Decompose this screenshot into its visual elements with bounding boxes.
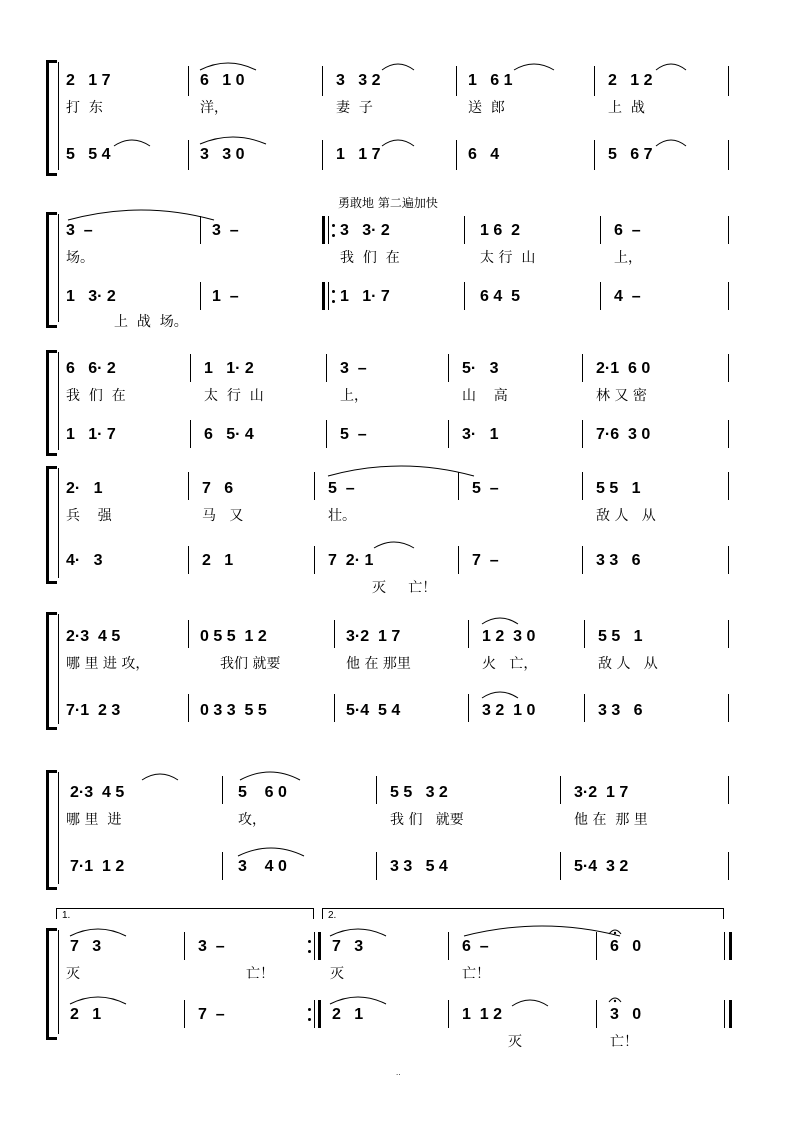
lyric: 山 高 bbox=[462, 388, 508, 404]
barline bbox=[188, 140, 189, 170]
barline bbox=[376, 776, 377, 804]
measure-notes: 5 5 1 bbox=[598, 628, 643, 645]
slur bbox=[510, 996, 550, 1008]
measure-notes: 1 – bbox=[212, 288, 239, 305]
lyric: 送 郎 bbox=[468, 100, 505, 116]
slur bbox=[512, 60, 556, 72]
measure-notes: 6 4 5 bbox=[480, 288, 521, 305]
barline bbox=[728, 694, 729, 722]
system-line bbox=[58, 468, 59, 578]
system-line bbox=[58, 214, 59, 322]
tempo-mark: 勇敢地 第二遍加快 bbox=[338, 196, 438, 210]
system-line bbox=[58, 62, 59, 170]
slur bbox=[68, 926, 128, 938]
volta-2-label: 2. bbox=[328, 910, 337, 921]
measure-notes: 2 1 bbox=[70, 1006, 102, 1023]
barline bbox=[188, 620, 189, 648]
volta-1-bracket bbox=[56, 908, 314, 919]
barline bbox=[188, 66, 189, 96]
barline bbox=[728, 852, 729, 880]
volta-2-bracket bbox=[322, 908, 724, 919]
measure-notes: 3 3 5 4 bbox=[390, 858, 448, 875]
barline bbox=[184, 1000, 185, 1028]
final-barline bbox=[724, 932, 725, 960]
lyric: 灭 亡！ bbox=[372, 580, 437, 596]
measure-notes: 1 1· 7 bbox=[66, 426, 116, 443]
barline bbox=[448, 1000, 449, 1028]
slur bbox=[238, 768, 302, 782]
measure-notes: 2·3 4 5 bbox=[66, 628, 121, 645]
slur bbox=[380, 136, 416, 148]
measure-notes: 5 – bbox=[340, 426, 367, 443]
lyric: 火 亡， bbox=[482, 656, 538, 672]
lyric: 敌 人 从 bbox=[598, 656, 658, 672]
lyric: 我们 就要 bbox=[220, 656, 281, 672]
barline bbox=[582, 472, 583, 500]
barline bbox=[326, 420, 327, 448]
system-brace bbox=[46, 928, 57, 1040]
measure-notes: 1 1· 2 bbox=[204, 360, 254, 377]
measure-notes: 1 2 3 0 bbox=[482, 628, 536, 645]
repeat-dot bbox=[308, 950, 311, 953]
measure-notes: 2·1 6 0 bbox=[596, 360, 651, 377]
measure-notes: 6 – bbox=[614, 222, 641, 239]
measure-notes: 5 6 0 bbox=[238, 784, 287, 801]
barline bbox=[594, 66, 595, 96]
system-brace bbox=[46, 770, 57, 890]
slur bbox=[236, 844, 306, 858]
measure-notes: 6 5· 4 bbox=[204, 426, 254, 443]
measure-notes: 2 1 bbox=[332, 1006, 364, 1023]
measure-notes: 3 3 0 bbox=[200, 146, 245, 163]
lyric: 亡！ bbox=[462, 966, 490, 982]
repeat-dot bbox=[332, 290, 335, 293]
slur bbox=[480, 688, 520, 700]
system-brace bbox=[46, 350, 57, 456]
slur bbox=[112, 136, 152, 148]
barline bbox=[728, 472, 729, 500]
measure-notes: 3 2 1 0 bbox=[482, 702, 536, 719]
slur bbox=[654, 60, 688, 72]
barline bbox=[464, 282, 465, 310]
measure-notes: 6 0 bbox=[610, 938, 642, 955]
barline bbox=[728, 546, 729, 574]
barline bbox=[728, 282, 729, 310]
measure-notes: 3· 1 bbox=[462, 426, 499, 443]
lyric: 哪 里 进 bbox=[66, 812, 122, 828]
slur bbox=[372, 538, 416, 550]
measure-notes: 6 6· 2 bbox=[66, 360, 116, 377]
barline bbox=[600, 216, 601, 244]
barline bbox=[200, 282, 201, 310]
barline bbox=[334, 620, 335, 648]
barline bbox=[728, 66, 729, 96]
slur bbox=[380, 60, 416, 72]
barline bbox=[468, 694, 469, 722]
repeat-start bbox=[328, 216, 329, 244]
measure-notes: 7 3 bbox=[332, 938, 364, 955]
barline bbox=[322, 66, 323, 96]
barline bbox=[456, 66, 457, 96]
measure-notes: 5·4 5 4 bbox=[346, 702, 401, 719]
lyric: 妻 子 bbox=[336, 100, 373, 116]
system-brace bbox=[46, 612, 57, 730]
lyric: 上， bbox=[340, 388, 368, 404]
barline bbox=[584, 620, 585, 648]
barline bbox=[728, 420, 729, 448]
tie bbox=[462, 922, 622, 938]
repeat-dot bbox=[308, 1018, 311, 1021]
measure-notes: 7·6 3 0 bbox=[596, 426, 651, 443]
repeat-start bbox=[322, 282, 325, 310]
barline bbox=[728, 620, 729, 648]
repeat-dot bbox=[332, 300, 335, 303]
lyric: 亡！ bbox=[610, 1034, 638, 1050]
lyric: 太 行 山 bbox=[204, 388, 264, 404]
slur bbox=[140, 770, 180, 782]
barline bbox=[322, 140, 323, 170]
barline bbox=[464, 216, 465, 244]
lyric: 亡！ bbox=[246, 966, 274, 982]
tie bbox=[66, 206, 216, 222]
barline bbox=[184, 932, 185, 960]
measure-notes: 5 5 1 bbox=[596, 480, 641, 497]
lyric: 林 又 密 bbox=[596, 388, 647, 404]
lyric: 壮。 bbox=[328, 508, 356, 524]
barline bbox=[314, 546, 315, 574]
lyric: 场。 bbox=[66, 250, 94, 266]
measure-notes: 3 3 6 bbox=[596, 552, 641, 569]
repeat-dot bbox=[332, 234, 335, 237]
measure-notes: 5 5 3 2 bbox=[390, 784, 448, 801]
final-barline bbox=[729, 1000, 732, 1028]
measure-notes: 2 1 bbox=[202, 552, 234, 569]
measure-notes: 0 3 3 5 5 bbox=[200, 702, 267, 719]
final-barline bbox=[729, 932, 732, 960]
lyric: 马 又 bbox=[202, 508, 244, 524]
repeat-dot bbox=[332, 224, 335, 227]
barline bbox=[584, 694, 585, 722]
measure-notes: 6 1 0 bbox=[200, 72, 245, 89]
measure-notes: 3 4 0 bbox=[238, 858, 287, 875]
slur bbox=[654, 136, 688, 148]
slur bbox=[198, 134, 268, 146]
repeat-end bbox=[314, 1000, 315, 1028]
lyric: 上， bbox=[614, 250, 642, 266]
barline bbox=[560, 776, 561, 804]
barline bbox=[326, 354, 327, 382]
barline bbox=[582, 354, 583, 382]
measure-notes: 7 2· 1 bbox=[328, 552, 374, 569]
barline bbox=[188, 546, 189, 574]
measure-notes: 7 – bbox=[472, 552, 499, 569]
slur bbox=[328, 994, 388, 1006]
measure-notes: 1 1· 7 bbox=[340, 288, 390, 305]
lyric: 他 在 那里 bbox=[346, 656, 411, 672]
barline bbox=[600, 282, 601, 310]
system-line bbox=[58, 772, 59, 884]
measure-notes: 3·2 1 7 bbox=[574, 784, 629, 801]
lyric: 太 行 山 bbox=[480, 250, 536, 266]
slur bbox=[198, 60, 258, 72]
measure-notes: 6 – bbox=[462, 938, 489, 955]
lyric: 我 们 在 bbox=[66, 388, 126, 404]
barline bbox=[560, 852, 561, 880]
measure-notes: 3 3 6 bbox=[598, 702, 643, 719]
measure-notes: 2 1 2 bbox=[608, 72, 653, 89]
fermata bbox=[608, 994, 622, 1004]
lyric: 敌 人 从 bbox=[596, 508, 656, 524]
lyric: 灭 bbox=[66, 966, 80, 982]
barline bbox=[582, 420, 583, 448]
slur bbox=[68, 994, 128, 1006]
barline bbox=[222, 776, 223, 804]
measure-notes: 5·4 3 2 bbox=[574, 858, 629, 875]
repeat-start bbox=[322, 216, 325, 244]
system-line bbox=[58, 614, 59, 724]
repeat-dot bbox=[308, 940, 311, 943]
measure-notes: 2 1 7 bbox=[66, 72, 111, 89]
lyric: 兵 强 bbox=[66, 508, 112, 524]
barline bbox=[468, 620, 469, 648]
measure-notes: 5· 3 bbox=[462, 360, 499, 377]
barline bbox=[334, 694, 335, 722]
measure-notes: 7 6 bbox=[202, 480, 234, 497]
measure-notes: 7·1 1 2 bbox=[70, 858, 125, 875]
lyric: 哪 里 进 攻， bbox=[66, 656, 150, 672]
barline bbox=[596, 1000, 597, 1028]
barline bbox=[314, 472, 315, 500]
barline bbox=[190, 354, 191, 382]
barline bbox=[582, 546, 583, 574]
system-line bbox=[58, 930, 59, 1034]
barline bbox=[456, 140, 457, 170]
lyric: 我 们 在 bbox=[340, 250, 400, 266]
lyric: 灭 bbox=[330, 966, 344, 982]
page-mark: .. bbox=[396, 1068, 401, 1077]
lyric: 洋， bbox=[200, 100, 228, 116]
repeat-end bbox=[314, 932, 315, 960]
measure-notes: 3·2 1 7 bbox=[346, 628, 401, 645]
measure-notes: 5 5 4 bbox=[66, 146, 111, 163]
measure-notes: 5 – bbox=[472, 480, 499, 497]
barline bbox=[728, 216, 729, 244]
barline bbox=[448, 354, 449, 382]
slur bbox=[328, 926, 388, 938]
measure-notes: 3 – bbox=[212, 222, 239, 239]
measure-notes: 0 5 5 1 2 bbox=[200, 628, 267, 645]
lyric: 我 们 就要 bbox=[390, 812, 464, 828]
system-brace bbox=[46, 212, 57, 328]
repeat-end bbox=[318, 1000, 321, 1028]
barline bbox=[222, 852, 223, 880]
barline bbox=[728, 354, 729, 382]
measure-notes: 4 – bbox=[614, 288, 641, 305]
fermata bbox=[608, 926, 622, 936]
barline bbox=[728, 776, 729, 804]
measure-notes: 7·1 2 3 bbox=[66, 702, 121, 719]
barline bbox=[376, 852, 377, 880]
barline bbox=[448, 420, 449, 448]
measure-notes: 1 6 1 bbox=[468, 72, 513, 89]
measure-notes: 3 3 2 bbox=[336, 72, 381, 89]
measure-notes: 3 – bbox=[66, 222, 93, 239]
barline bbox=[188, 694, 189, 722]
measure-notes: 3 3· 2 bbox=[340, 222, 390, 239]
barline bbox=[728, 140, 729, 170]
repeat-dot bbox=[308, 1008, 311, 1011]
barline bbox=[458, 546, 459, 574]
lyric: 上 战 bbox=[608, 100, 645, 116]
lyric: 打 东 bbox=[66, 100, 103, 116]
measure-notes: 3 – bbox=[340, 360, 367, 377]
measure-notes: 6 4 bbox=[468, 146, 500, 163]
measure-notes: 3 0 bbox=[610, 1006, 642, 1023]
measure-notes: 4· 3 bbox=[66, 552, 103, 569]
measure-notes: 2·3 4 5 bbox=[70, 784, 125, 801]
system-brace bbox=[46, 60, 57, 176]
repeat-end bbox=[318, 932, 321, 960]
system-line bbox=[58, 352, 59, 450]
measure-notes: 2· 1 bbox=[66, 480, 103, 497]
lyric: 灭 bbox=[508, 1034, 522, 1050]
barline bbox=[188, 472, 189, 500]
slur bbox=[480, 614, 520, 626]
measure-notes: 7 – bbox=[198, 1006, 225, 1023]
tie bbox=[326, 462, 476, 478]
lyric: 攻， bbox=[238, 812, 266, 828]
lyric: 上 战 场。 bbox=[114, 314, 188, 330]
final-barline bbox=[724, 1000, 725, 1028]
measure-notes: 7 3 bbox=[70, 938, 102, 955]
barline bbox=[190, 420, 191, 448]
measure-notes: 5 – bbox=[328, 480, 355, 497]
measure-notes: 1 3· 2 bbox=[66, 288, 116, 305]
barline bbox=[594, 140, 595, 170]
barline bbox=[448, 932, 449, 960]
lyric: 他 在 那 里 bbox=[574, 812, 648, 828]
measure-notes: 5 6 7 bbox=[608, 146, 653, 163]
system-brace bbox=[46, 466, 57, 584]
measure-notes: 1 1 2 bbox=[462, 1006, 503, 1023]
measure-notes: 1 1 7 bbox=[336, 146, 381, 163]
volta-1-label: 1. bbox=[62, 910, 71, 921]
measure-notes: 1 6 2 bbox=[480, 222, 521, 239]
measure-notes: 3 – bbox=[198, 938, 225, 955]
repeat-start bbox=[328, 282, 329, 310]
